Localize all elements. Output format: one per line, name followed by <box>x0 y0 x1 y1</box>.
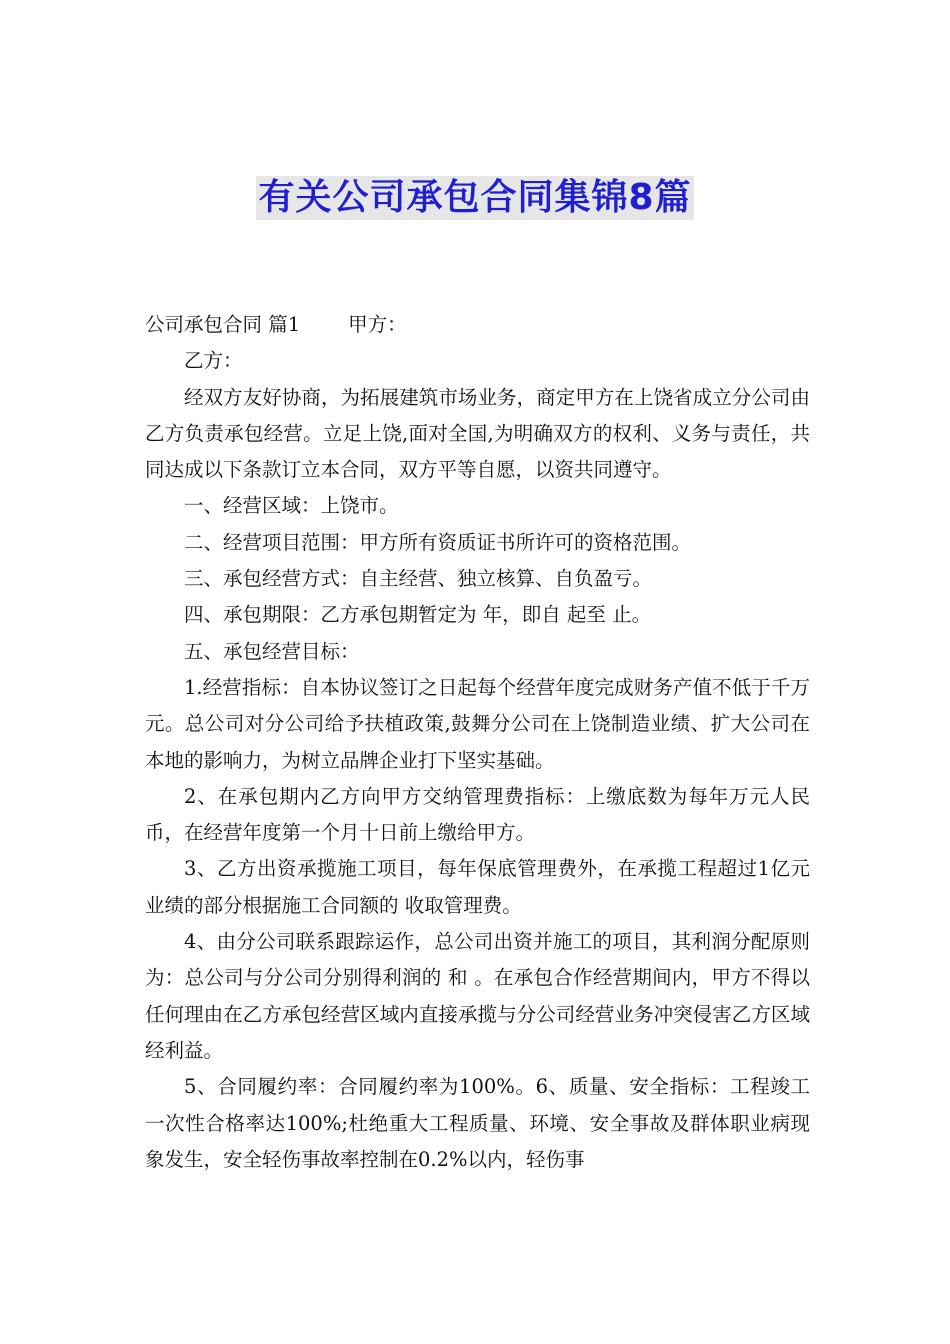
paragraph-clause-2: 二、经营项目范围：甲方所有资质证书所许可的资格范围。 <box>184 530 692 554</box>
paragraph-clause-4: 四、承包期限：乙方承包期暂定为 年，即自 起至 止。 <box>184 603 652 627</box>
paragraph-preamble: 经双方友好协商，为拓展建筑市场业务，商定甲方在上饶省成立分公司由乙方负责承包经营。立足上饶,面对全国,为明确双方的权利、义务与责任，共同达成以下条款订立本合同，双方平等自愿，以资共同遵守。 <box>145 385 810 482</box>
paragraph-clause-3: 三、承包经营方式：自主经营、独立核算、自负盈亏。 <box>184 567 653 591</box>
paragraph-target-2: 2、在承包期内乙方向甲方交纳管理费指标：上缴底数为每年万元人民币，在经营年度第一个月十日前上缴给甲方。 <box>145 784 810 845</box>
paragraph-target-4: 4、由分公司联系跟踪运作，总公司出资并施工的项目，其利润分配原则为：总公司与分公司分别得利润的 和 。在承包合作经营期间内，甲方不得以任何理由在乙方承包经营区域内直接承揽与分公司经营业务冲突侵害乙方区域经利益。 <box>145 930 810 1062</box>
title-container <box>0 176 950 220</box>
paragraph-target-1: 1.经营指标：自本协议签订之日起每个经营年度完成财务产值不低于千万元。总公司对分公司给予扶植政策,鼓舞分公司在上饶制造业绩、扩大公司在本地的影响力，为树立品牌企业打下坚实基础。 <box>145 675 810 772</box>
paragraph-clause-1: 一、经营区域：上饶市。 <box>184 494 399 518</box>
contract-heading-label: 公司承包合同 篇1 <box>145 313 301 336</box>
paragraph-target-5-6: 5、合同履约率：合同履约率为100%。6、质量、安全指标：工程竣工一次性合格率达100%;杜绝重大工程质量、环境、安全事故及群体职业病现象发生，安全轻伤事故率控制在0.2%以内，轻伤事 <box>145 1075 810 1171</box>
contract-heading-line <box>145 307 810 343</box>
paragraph-party-b: 乙方： <box>184 349 243 373</box>
document-title: 有关公司承包合同集锦8篇 <box>258 177 692 218</box>
paragraph-target-3: 3、乙方出资承揽施工项目，每年保底管理费外，在承揽工程超过1亿元业绩的部分根据施工合同额的 收取管理费。 <box>145 857 810 917</box>
paragraph-clause-5: 五、承包经营目标： <box>184 639 360 663</box>
party-a-label: 甲方： <box>348 313 407 336</box>
document-body <box>145 307 810 1178</box>
